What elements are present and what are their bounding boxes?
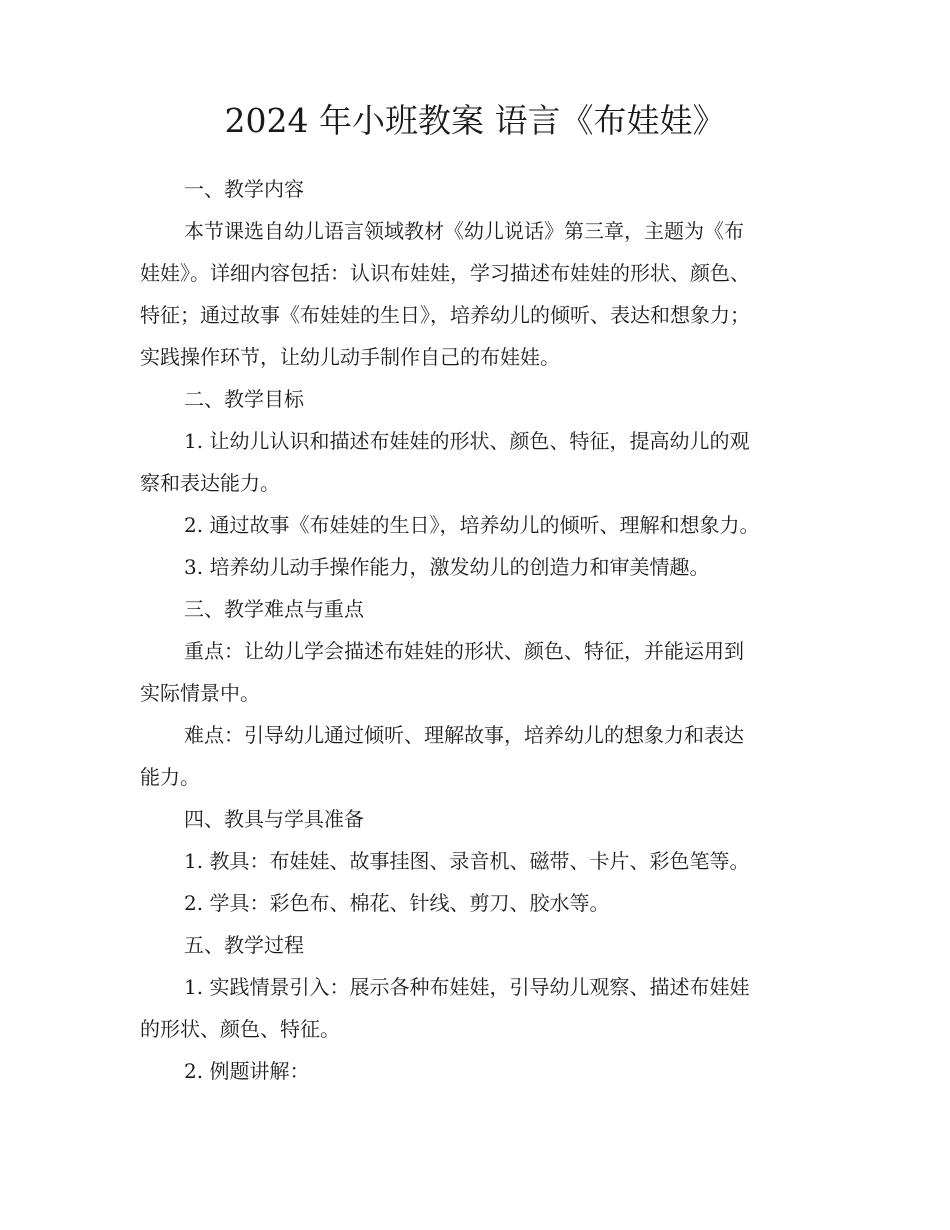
list-item-line: 3. 培养幼儿动手操作能力，激发幼儿的创造力和审美情趣。 <box>184 555 710 579</box>
list-item-line: 2. 例题讲解： <box>184 1059 310 1083</box>
section-heading-goals: 二、教学目标 <box>184 387 304 411</box>
section-heading-materials: 四、教具与学具准备 <box>184 807 364 831</box>
document-title: 2024 年小班教案 语言《布娃娃》 <box>224 101 726 140</box>
paragraph-line: 特征；通过故事《布娃娃的生日》，培养幼儿的倾听、表达和想象力； <box>140 303 750 327</box>
paragraph-line: 娃娃》。详细内容包括：认识布娃娃，学习描述布娃娃的形状、颜色、 <box>140 261 750 285</box>
list-item-line: 2. 通过故事《布娃娃的生日》，培养幼儿的倾听、理解和想象力。 <box>184 513 760 537</box>
paragraph-line: 实践操作环节，让幼儿动手制作自己的布娃娃。 <box>140 345 560 369</box>
section-heading-focus: 三、教学难点与重点 <box>184 597 364 621</box>
list-item-line: 的形状、颜色、特征。 <box>140 1017 340 1041</box>
list-item-line: 1. 让幼儿认识和描述布娃娃的形状、颜色、特征，提高幼儿的观 <box>184 429 750 453</box>
paragraph-line: 实际情景中。 <box>140 681 260 705</box>
section-heading-process: 五、教学过程 <box>184 933 304 957</box>
section-heading-content: 一、教学内容 <box>184 177 304 201</box>
paragraph-line: 重点：让幼儿学会描述布娃娃的形状、颜色、特征，并能运用到 <box>184 639 744 663</box>
list-item-line: 察和表达能力。 <box>140 471 280 495</box>
paragraph-line: 能力。 <box>140 765 200 789</box>
list-item-line: 1. 教具：布娃娃、故事挂图、录音机、磁带、卡片、彩色笔等。 <box>184 849 750 873</box>
list-item-line: 1. 实践情景引入：展示各种布娃娃，引导幼儿观察、描述布娃娃 <box>184 975 750 999</box>
paragraph-line: 难点：引导幼儿通过倾听、理解故事，培养幼儿的想象力和表达 <box>184 723 744 747</box>
list-item-line: 2. 学具：彩色布、棉花、针线、剪刀、胶水等。 <box>184 891 610 915</box>
paragraph-line: 本节课选自幼儿语言领域教材《幼儿说话》第三章，主题为《布 <box>184 219 744 243</box>
document-body <box>140 168 840 1092</box>
